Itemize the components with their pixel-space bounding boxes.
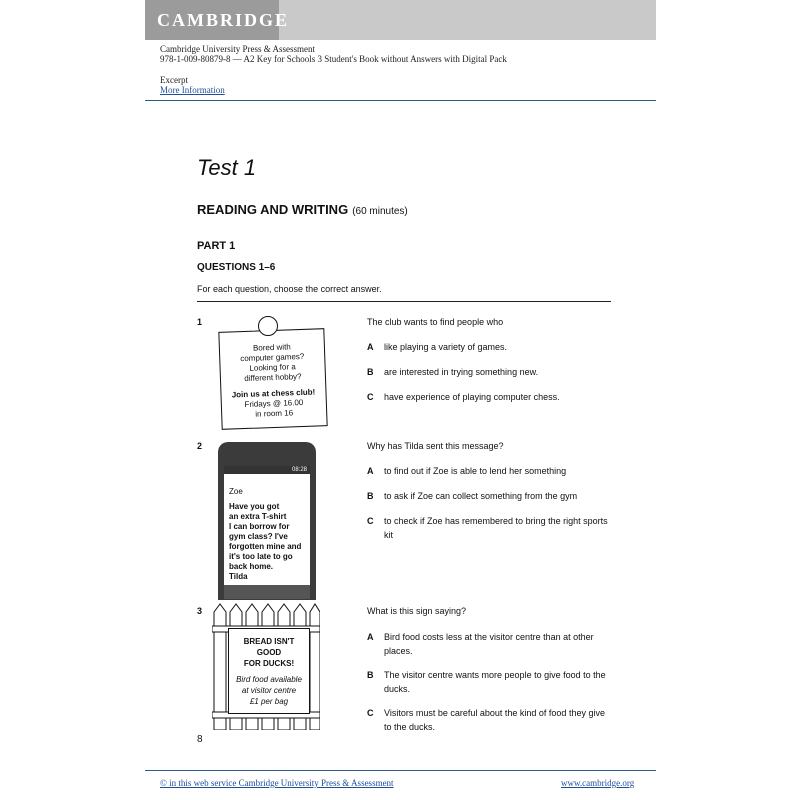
section-duration: (60 minutes) xyxy=(352,206,408,217)
sms-line: I can borrow for xyxy=(229,522,290,531)
sign-line: GOOD xyxy=(256,648,282,657)
isbn-line: 978-1-009-80879-8 — A2 Key for Schools 3 Student's Book without Answers with Digital Pack xyxy=(160,54,507,64)
option-text: have experience of playing computer chess. xyxy=(384,392,560,402)
option-letter: C xyxy=(367,392,374,402)
page-number: 8 xyxy=(197,734,203,745)
sms-line: an extra T-shirt xyxy=(229,512,287,521)
sign-line: £1 per bag xyxy=(249,697,289,706)
sign-line: at visitor centre xyxy=(241,686,297,695)
option-text: are interested in trying something new. xyxy=(384,367,539,377)
question-number: 1 xyxy=(197,317,203,327)
section-title xyxy=(197,202,408,217)
notice-line: Fridays @ 16.00 xyxy=(244,397,304,410)
cambridge-site-link[interactable]: www.cambridge.org xyxy=(561,778,635,788)
sign-line: BREAD ISN'T xyxy=(243,637,295,646)
sign-line: Bird food available xyxy=(236,675,302,684)
copyright-link[interactable]: © in this web service Cambridge University Press & Assessment xyxy=(160,778,394,788)
sms-line: Have you got xyxy=(229,502,280,511)
sms-line: gym class? I've xyxy=(229,532,288,541)
sms-sender: Tilda xyxy=(229,572,248,581)
notice-line: in room 16 xyxy=(255,408,294,419)
questions-range: QUESTIONS 1–6 xyxy=(197,262,276,273)
option-text: Visitors must be careful about the kind of food they give to the ducks. xyxy=(384,708,605,732)
phone-keyboard xyxy=(224,585,310,599)
notice-line: different hobby? xyxy=(244,372,302,383)
sms-recipient: Zoe xyxy=(229,487,243,496)
option-letter: B xyxy=(367,670,374,680)
option-letter: C xyxy=(367,708,374,718)
notice-line: computer games? xyxy=(240,351,305,364)
excerpt-label: Excerpt xyxy=(160,75,188,85)
phone-status-bar xyxy=(224,466,310,474)
notice-line: Join us at chess club! xyxy=(231,387,316,400)
pin-icon xyxy=(258,316,278,336)
question-stem: The club wants to find people who xyxy=(367,317,504,327)
publisher-line: Cambridge University Press & Assessment xyxy=(160,44,315,54)
option-letter: A xyxy=(367,342,374,352)
part-title: PART 1 xyxy=(197,240,236,252)
phone-clock: 08:28 xyxy=(291,467,307,473)
header-divider xyxy=(145,100,656,101)
section-title-text: READING AND WRITING xyxy=(197,202,349,217)
footer-divider xyxy=(145,770,656,771)
instructions-divider xyxy=(197,301,611,302)
notice-line: Looking for a xyxy=(249,362,296,373)
sms-line: it's too late to go xyxy=(229,552,293,561)
chess-club-notice xyxy=(218,328,327,430)
question-stem: What is this sign saying? xyxy=(367,606,467,616)
option-letter: C xyxy=(367,516,374,526)
option-text: to check if Zoe has remembered to bring the right sports kit xyxy=(384,516,608,540)
question-number: 3 xyxy=(197,606,203,616)
sms-line: back home. xyxy=(229,562,274,571)
sms-line: forgotten mine and xyxy=(229,542,302,551)
sign-line: FOR DUCKS! xyxy=(243,659,295,668)
instructions: For each question, choose the correct answer. xyxy=(197,284,382,294)
question-number: 2 xyxy=(197,441,203,451)
option-letter: A xyxy=(367,632,374,642)
option-letter: A xyxy=(367,466,374,476)
test-title: Test 1 xyxy=(197,155,257,180)
option-letter: B xyxy=(367,491,374,501)
duck-sign xyxy=(228,628,310,714)
cambridge-logo: CAMBRIDGE xyxy=(157,10,290,30)
option-letter: B xyxy=(367,367,374,377)
option-text: to ask if Zoe can collect something from the gym xyxy=(384,491,578,501)
option-text: Bird food costs less at the visitor centre than at other places. xyxy=(384,632,594,656)
notice-line: Bored with xyxy=(252,342,291,353)
option-text: like playing a variety of games. xyxy=(384,342,508,352)
question-stem: Why has Tilda sent this message? xyxy=(367,441,504,451)
option-text: The visitor centre wants more people to give food to the ducks. xyxy=(384,670,606,694)
more-information-link[interactable]: More Information xyxy=(160,85,225,95)
option-text: to find out if Zoe is able to lend her something xyxy=(384,466,567,476)
